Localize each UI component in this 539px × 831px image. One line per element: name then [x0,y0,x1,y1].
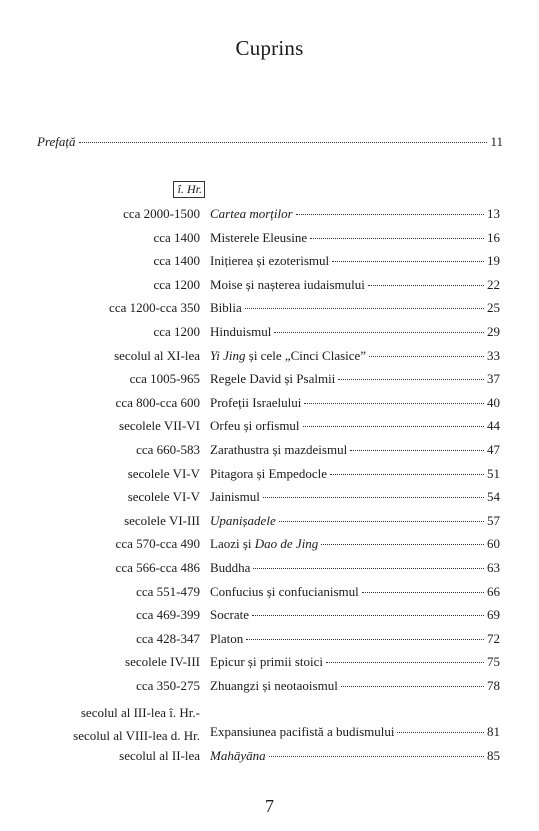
toc-entry [210,631,500,647]
toc-page-number: 44 [487,418,500,434]
toc-entry-title-part: Biblia [210,300,242,316]
toc-row[interactable] [0,560,539,584]
toc-page-number: 75 [487,654,500,670]
toc-date-text: secolul al III-lea î. Hr.- [80,705,200,721]
toc-page-number: 16 [487,229,500,245]
toc-entry-title [210,324,271,340]
toc-date-text: cca 566-cca 486 [115,559,200,575]
toc-entry-title-part: Yi Jing [210,347,246,363]
toc-row[interactable] [0,230,539,254]
dot-leader [330,474,484,475]
toc-date [153,230,200,246]
dot-leader [368,285,484,286]
toc-date-text: secolele VII-VI [119,418,200,434]
toc-date-text: cca 2000-1500 [123,206,200,221]
toc-entry-title [210,678,338,694]
toc-page-number: 25 [487,300,500,316]
toc-page-number: 72 [487,630,500,646]
toc-entry [210,536,500,552]
toc-page-number: 29 [487,323,500,339]
toc-date [124,513,200,529]
toc-entry-title-part: Moise și nașterea iudaismului [210,276,365,292]
toc-entry-title [210,748,266,764]
toc-page-number: 81 [487,724,500,740]
toc-entry [210,513,500,529]
toc-row[interactable] [0,536,539,560]
toc-entry [210,607,500,623]
toc-row[interactable] [0,678,539,702]
toc-entry-title-part: Profeții Israelului [210,394,302,410]
toc-entry-title-part: Mahāyāna [210,748,266,764]
dot-leader [296,214,484,215]
toc-entry-title [210,724,394,740]
toc-entry-title [210,584,359,600]
toc-page-number: 60 [487,536,500,552]
toc-date-text: secolele VI-III [124,512,200,528]
toc-entry-title [210,560,250,576]
toc-entry-title-part: Inițierea și ezoterismul [210,253,330,269]
toc-entry-title-part: Orfeu și orfismul [210,418,300,434]
toc-entry-title-part: Expansiunea pacifistă a budismului [210,724,395,740]
toc-entry-title-part: Dao de Jing [254,536,319,552]
toc-entry [210,418,500,434]
toc-entry-title-part: Socrate [210,607,249,623]
toc-row[interactable] [0,277,539,301]
toc-entry-title-part: Buddha [210,559,251,575]
toc-entry [210,442,500,458]
toc-entry-title [210,253,329,269]
toc-row[interactable] [0,395,539,419]
toc-date-text: cca 1400 [153,229,200,245]
toc-date-text: secolul al II-lea [119,748,200,764]
toc-date [153,277,200,293]
toc-page-number: 63 [487,559,500,575]
toc-date [73,701,200,747]
toc-entry-title [210,466,327,482]
toc-date [114,348,200,364]
toc-entry-title [210,230,307,246]
toc-entry-title [210,395,301,411]
toc-date-text: secolele VI-V [127,465,200,481]
toc-date-text: cca 551-479 [136,583,200,599]
toc-entry [210,300,500,316]
toc-entry-title-part: Regele David și Psalmii [210,371,336,387]
dot-leader [338,379,484,380]
toc-entry [210,230,500,246]
toc-entry-title-part: Cartea morților [210,206,293,221]
toc-entry-title-part: Misterele Eleusine [210,229,308,245]
toc-entry [210,277,500,293]
toc-date [116,536,200,552]
toc-page-number: 13 [487,206,500,221]
toc-row[interactable] [0,442,539,466]
toc-date-text: secolele VI-V [127,489,200,505]
dot-leader [269,756,484,757]
toc-row[interactable] [0,701,539,748]
toc-row[interactable] [0,748,539,772]
dot-leader [303,426,484,427]
toc-date-text: cca 1400 [153,253,200,269]
toc-row[interactable] [0,348,539,372]
toc-entry-title-part: și cele „Cinci Clasice” [245,347,367,363]
toc-entry-title [210,371,335,387]
toc-date [130,371,200,387]
toc-page-number: 78 [487,677,500,693]
toc-entry [210,584,500,600]
toc-date-text: cca 660-583 [136,441,200,457]
toc-entry [210,466,500,482]
toc-entry [210,489,500,505]
toc-page-number: 69 [487,607,500,623]
toc-entry [210,678,500,694]
toc-date-text: cca 1200 [153,276,200,292]
dot-leader [245,308,484,309]
toc-date-text: cca 800-cca 600 [115,394,200,410]
toc-entry [210,371,500,387]
toc-row[interactable] [0,489,539,513]
toc-entry-title [210,607,249,623]
dot-leader [304,403,484,404]
toc-date-text: cca 469-399 [136,607,200,623]
toc-entry-title-part: Zarathustra și mazdeismul [210,441,348,457]
toc-entry-title-part: Confucius și confucianismul [210,583,359,599]
toc-date-text: cca 350-275 [136,677,200,693]
toc-date-text: secolele IV-III [125,654,200,670]
toc-page-number: 57 [487,512,500,528]
toc-date [125,654,200,670]
dot-leader [263,497,484,498]
toc-date [123,206,200,222]
toc-row[interactable] [0,607,539,631]
toc-row[interactable] [0,654,539,678]
toc-entry-title-part: Pitagora și Empedocle [210,465,327,481]
toc-entry-title [210,654,323,670]
toc-entry-title [210,277,365,293]
toc-entry-title [210,300,242,316]
toc-entry-title-part: Zhuangzi și neotaoismul [210,677,338,693]
toc-entry-title [210,348,366,364]
toc-entry-title [210,418,300,434]
toc-date [116,395,200,411]
toc-date [119,418,200,434]
toc-row[interactable] [0,371,539,395]
toc-entry-title-part: Epicur și primii stoici [210,654,324,670]
toc-date [136,442,200,458]
toc-page-number: 33 [487,347,500,363]
toc-entry [210,748,500,764]
toc-entry-title-part: Jainismul [210,489,260,505]
toc-date [136,678,200,694]
dot-leader [310,238,484,239]
dot-leader [274,332,484,333]
toc-date-text: cca 570-cca 490 [115,536,200,552]
toc-entry [210,560,500,576]
dot-leader [279,521,484,522]
preface-page-number: 11 [490,134,503,149]
dot-leader [252,615,484,616]
toc-date [119,748,200,764]
toc-date [136,584,200,600]
toc-date-text: cca 1200-cca 350 [109,300,200,316]
toc-row[interactable] [0,466,539,490]
toc-entry-title [210,513,276,529]
page-title: Cuprins [235,36,304,60]
table-of-contents [0,206,539,772]
dot-leader [369,356,484,357]
toc-date [116,560,200,576]
dot-leader [253,568,484,569]
toc-entry [210,348,500,364]
toc-page-number: 54 [487,489,500,505]
toc-entry-title [210,206,293,222]
toc-row[interactable] [0,253,539,277]
toc-preface-row[interactable] [37,134,503,150]
toc-page-number: 51 [487,465,500,481]
toc-date-text-line2: secolul al VIII-lea d. Hr. [73,728,200,744]
toc-page-number: 85 [487,748,500,764]
dot-leader [397,732,484,733]
toc-page-number: 37 [487,371,500,387]
toc-entry-title [210,489,260,505]
toc-date [136,631,200,647]
preface-label: Prefață [37,134,76,149]
toc-entry [210,724,500,740]
toc-date [109,300,200,316]
toc-page-number: 66 [487,583,500,599]
toc-row[interactable] [0,300,539,324]
toc-page-number: 40 [487,394,500,410]
toc-row[interactable] [0,513,539,537]
toc-row[interactable] [0,418,539,442]
toc-date [128,466,200,482]
toc-entry-title [210,631,243,647]
dot-leader [332,261,484,262]
dot-leader [246,639,484,640]
toc-date-text: cca 428-347 [136,630,200,646]
toc-date-text: secolul al XI-lea [114,347,200,363]
toc-row[interactable] [0,584,539,608]
toc-date [136,607,200,623]
toc-entry [210,253,500,269]
toc-page-number: 47 [487,441,500,457]
toc-date [153,253,200,269]
toc-page-number: 19 [487,253,500,269]
toc-entry-title-part: Laozi și [210,536,255,552]
toc-row[interactable] [0,324,539,348]
toc-date [128,489,200,505]
dot-leader [79,142,488,143]
toc-entry-title [210,536,318,552]
toc-entry-title [210,442,347,458]
dot-leader [326,662,484,663]
era-marker: î. Hr. [173,181,205,198]
toc-entry-title-part: Platon [210,630,244,646]
toc-entry-title-part: Hinduismul [210,323,272,339]
toc-entry [210,395,500,411]
dot-leader [321,544,484,545]
toc-entry [210,206,500,222]
toc-row[interactable] [0,206,539,230]
dot-leader [350,450,484,451]
page-number: 7 [265,796,274,816]
toc-entry [210,654,500,670]
toc-date-text: cca 1200 [153,323,200,339]
toc-entry-title-part: Upanișadele [210,512,276,528]
toc-date [153,324,200,340]
dot-leader [341,686,484,687]
toc-entry [210,324,500,340]
toc-date-text: cca 1005-965 [129,371,200,387]
toc-row[interactable] [0,631,539,655]
toc-page-number: 22 [487,276,500,292]
dot-leader [362,592,484,593]
